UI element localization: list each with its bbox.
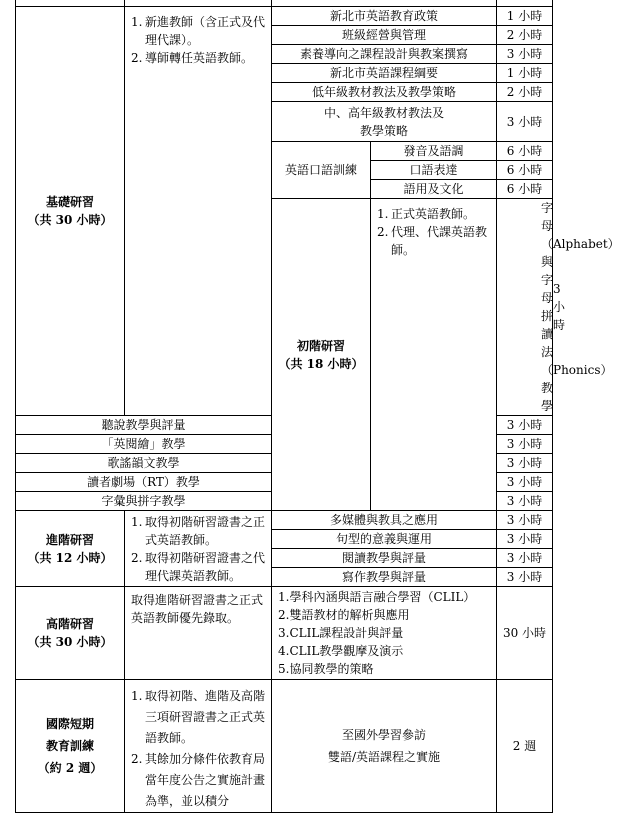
- course-line: 雙語/英語課程之實施: [327, 750, 441, 764]
- level-title-line: 國際短期: [45, 717, 94, 731]
- level-name: [16, 680, 125, 813]
- course-title: 「英閱繪」教學: [16, 435, 272, 454]
- level-title: 高階研習: [45, 617, 94, 631]
- level-total: （共 30 小時）: [27, 635, 113, 649]
- course-title-text: 中、高年級教材教法及教學策略: [324, 105, 445, 138]
- course-hours: 6 小時: [497, 161, 553, 180]
- course-title: 新北市英語教育政策: [272, 7, 497, 26]
- course-hours: 2 小時: [497, 83, 553, 102]
- level-total: （約 2 週）: [37, 761, 103, 775]
- requirement-item: 新進教師（含正式及代理代課）。: [145, 15, 266, 47]
- course-hours: 30 小時: [497, 587, 553, 680]
- course-hours: 1 小時: [497, 64, 553, 83]
- course-hours: 1 小時: [497, 7, 553, 26]
- course-hours: 3 小時: [497, 511, 553, 530]
- training-course-table: 基礎研習 （共 30 小時） 1. 新進教師（含正式及代理代課）。 2. 導師轉任英語教師。 新北市英語教育政策 1 小時 班級經營與管理 2 小時 素養導向之課程設計與教案撰寫 3 小時 新北市英語課程綱要 1 小時 低年級教材教法及教學策略 2 小時 中、高年級教材教法及教學策略 3 小時 英語口語訓練 發音及語調 6 小時 口語表達 6 小時 語用及文化 6 小時 初階研習 （共 18 小時） 1. 正式英語教師。 2. 代理、代課英語教師。 字母（Alphabet）與字母拼讀法（Phonics）教學 3 小時 聽說教學與評量 3 小時 「英閱繪」教學 3 小時 歌謠韻文教學 3 小時 讀者劇場（RT）教學 3 小時 字彙與拼字教學 3 小時 進階研習 （共 12 小時） 1. 取得初階研習證書之正式英語教師。 2. 取得初階研習證書之代理代課英語教師。 多媒體與教具之應用 3 小時 句型的意義與運用 3 小時 閱讀教學與評量 3 小時 寫作教學與評量 3 小時 高階研習 （共 30 小時） 取得進階研習證書之正式英語教師優先錄取。 1.學科內涵與語言融合學習（CLIL） 2.雙語教材的解析與應用 3.CLIL課程設計與評量 4.CLIL教學觀摩及演示 5.協同教學的策略 30 小時 國際短期 教育訓練 （約 2 週） 1. 取得初階、進階及高階三項研習證書之正式英語教師。 2. 其餘加分條件依教育局當年度公告之實施計畫為準，並以積分 至國外學習參訪 雙語/英語課程之實施 2 週: [15, 0, 553, 813]
- course-hours: 3 小時: [497, 473, 553, 492]
- course-title: 寫作教學與評量: [272, 568, 497, 587]
- course-list: [272, 587, 497, 680]
- course-line: 3.CLIL課程設計與評量: [278, 626, 404, 640]
- course-title: 發音及語調: [371, 142, 497, 161]
- level-name: [16, 587, 125, 680]
- level-title-line: 教育訓練: [45, 739, 94, 753]
- course-line: 5.協同教學的策略: [278, 662, 374, 676]
- course-title: 低年級教材教法及教學策略: [272, 83, 497, 102]
- level-title: 進階研習: [45, 532, 94, 547]
- course-title: 新北市英語課程綱要: [272, 64, 497, 83]
- level-requirements: 1. 新進教師（含正式及代理代課）。 2. 導師轉任英語教師。: [125, 7, 272, 416]
- course-hours: 3 小時: [497, 435, 553, 454]
- course-title: 口語表達: [371, 161, 497, 180]
- course-line: 至國外學習參訪: [341, 728, 426, 742]
- course-hours: 3 小時: [497, 454, 553, 473]
- level-name: [272, 199, 371, 511]
- level-name: [16, 7, 125, 416]
- course-title: 素養導向之課程設計與教案撰寫: [272, 45, 497, 64]
- course-title: 閱讀教學與評量: [272, 549, 497, 568]
- course-line: 4.CLIL教學觀摩及演示: [278, 644, 404, 658]
- level-requirements: [125, 587, 272, 680]
- course-hours: 6 小時: [497, 142, 553, 161]
- course-hours: 3 小時: [497, 492, 553, 511]
- level-requirements: 1. 取得初階研習證書之正式英語教師。 2. 取得初階研習證書之代理代課英語教師。: [125, 511, 272, 587]
- level-title: 初階研習: [296, 338, 345, 353]
- course-hours: 3 小時: [497, 102, 553, 142]
- level-total: （共 12 小時）: [27, 550, 113, 565]
- requirement-item: 取得初階、進階及高階三項研習證書之正式英語教師。: [145, 689, 266, 745]
- level-name: [16, 511, 125, 587]
- requirement-item: 其餘加分條件依教育局當年度公告之實施計畫為準，並以積分: [145, 752, 266, 808]
- course-title: 歌謠韻文教學: [16, 454, 272, 473]
- course-title: [272, 102, 497, 142]
- course-title: 聽說教學與評量: [16, 416, 272, 435]
- course-title: 班級經營與管理: [272, 26, 497, 45]
- course-hours: 3 小時: [497, 568, 553, 587]
- course-line: 1.學科內涵與語言融合學習（CLIL）: [278, 590, 476, 604]
- course-hours: 2 週: [497, 680, 553, 813]
- requirement-item: 導師轉任英語教師。: [145, 51, 254, 65]
- course-hours: 3 小時: [497, 416, 553, 435]
- course-title: 讀者劇場（RT）教學: [16, 473, 272, 492]
- course-group-name: 英語口語訓練: [272, 142, 371, 199]
- course-line: 2.雙語教材的解析與應用: [278, 608, 410, 622]
- requirement-item: 代理、代課英語教師。: [391, 225, 488, 257]
- course-hours: 3 小時: [497, 530, 553, 549]
- requirement-text: 取得進階研習證書之正式英語教師優先錄取。: [131, 593, 264, 625]
- course-hours: 6 小時: [497, 180, 553, 199]
- course-list: [272, 680, 497, 813]
- level-requirements: 1. 取得初階、進階及高階三項研習證書之正式英語教師。 2. 其餘加分條件依教育局當年度公告之實施計畫為準，並以積分: [125, 680, 272, 813]
- requirement-item: 正式英語教師。: [391, 207, 476, 221]
- course-title: 字彙與拼字教學: [16, 492, 272, 511]
- requirement-item: 取得初階研習證書之正式英語教師。: [145, 515, 266, 547]
- course-title: [497, 199, 620, 416]
- course-title-text: 字母（Alphabet）與字母拼讀法（Phonics）教學: [541, 201, 620, 413]
- requirement-item: 取得初階研習證書之代理代課英語教師。: [145, 551, 266, 583]
- level-total: （共 30 小時）: [27, 213, 113, 227]
- course-title: 多媒體與教具之應用: [272, 511, 497, 530]
- course-hours: 3 小時: [497, 45, 553, 64]
- level-requirements: 1. 正式英語教師。 2. 代理、代課英語教師。: [371, 199, 497, 511]
- course-hours: 3 小時: [497, 549, 553, 568]
- course-title: 語用及文化: [371, 180, 497, 199]
- level-total: （共 18 小時）: [278, 356, 364, 371]
- level-title: 基礎研習: [45, 195, 94, 209]
- course-title: 句型的意義與運用: [272, 530, 497, 549]
- course-hours: 2 小時: [497, 26, 553, 45]
